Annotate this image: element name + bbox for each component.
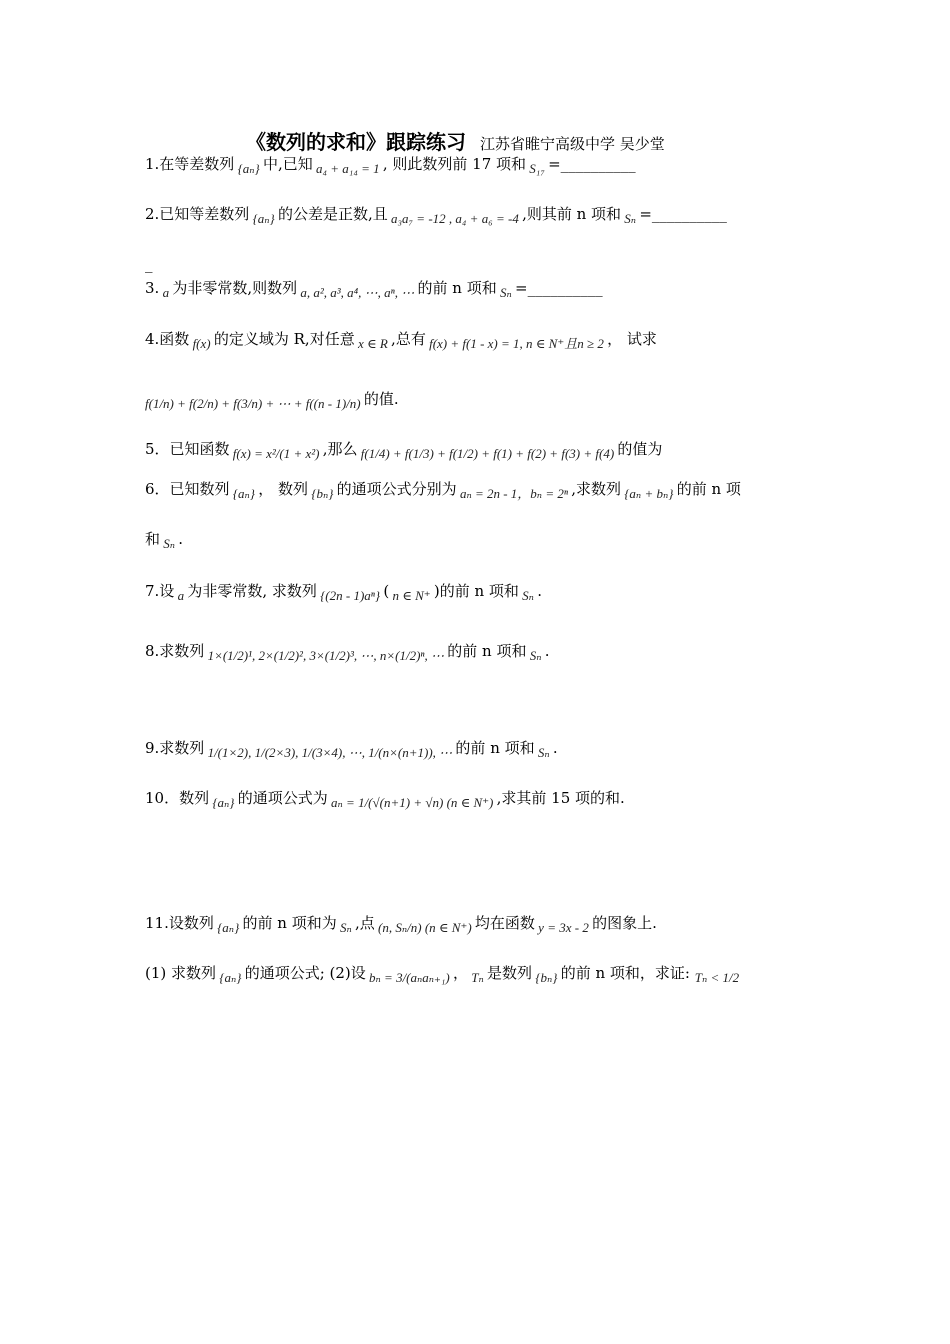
math-expression: 1×(1/2)¹, 2×(1/2)², 3×(1/2)³, ⋯, n×(1/2)ⁿ, ⋯ [204, 648, 448, 663]
problem-text: 的前 n 项和，求证: [560, 964, 695, 982]
problem-text: =__________ [639, 205, 727, 223]
problem-text: . [544, 642, 550, 660]
math-expression: aₙ = 2n - 1，bₙ = 2ⁿ [456, 486, 572, 501]
problem-text: 的定义域为 R,对任意 [213, 330, 355, 348]
math-expression: {(2n - 1)aⁿ} [316, 588, 384, 603]
math-expression: Sₙ [496, 285, 515, 300]
math-expression: {aₙ} [229, 486, 259, 501]
problem-6 [145, 478, 741, 505]
problem-text: (1) 求数列 [145, 964, 217, 982]
problem-text: ,则其前 n 项和 [522, 205, 622, 223]
math-expression: Sₙ [160, 536, 179, 551]
math-expression: Sₙ [621, 211, 640, 226]
problem-2 [145, 203, 727, 230]
math-expression: f(x) + f(1 - x) = 1, [425, 336, 527, 351]
math-expression: aₙ = 1/(√(n+1) + √n) (n ∈ N⁺) [327, 795, 497, 810]
math-expression: {aₙ} [216, 970, 245, 985]
problem-text: ， 数列 [258, 480, 308, 498]
problem-text: . [552, 739, 558, 757]
problem-text: 6．已知数列 [145, 480, 230, 498]
problem-text: 的值为 [617, 440, 663, 458]
math-expression: (n, Sₙ/n) (n ∈ N⁺) [374, 920, 475, 935]
problem-text: 的公差是正数,且 [277, 205, 388, 223]
math-expression: {aₙ} [249, 211, 278, 226]
problem-text: ,那么 [322, 440, 358, 458]
math-expression: {bₙ} [308, 486, 337, 501]
problem-text: 2.已知等差数列 [145, 205, 250, 223]
math-expression: Tₙ [468, 970, 488, 985]
problem-5 [145, 438, 662, 465]
problem-11 [145, 912, 657, 939]
math-expression: Sₙ [518, 588, 538, 603]
problem-text: 8.求数列 [145, 642, 205, 660]
problem-10 [145, 787, 625, 814]
problem-text: 的通项公式分别为 [336, 480, 457, 498]
math-expression: x ∈ R [354, 336, 392, 351]
problem-text: , 则此数列前 17 项和 [382, 155, 527, 173]
problem-text: 5．已知函数 [145, 440, 230, 458]
problem-text: 的通项公式; (2)设 [244, 964, 366, 982]
problem-text: 3. [145, 279, 160, 297]
problem-text: 的通项公式为 [237, 789, 328, 807]
math-expression: n ∈ N⁺且n ≥ 2 [526, 336, 608, 351]
problem-text: ,求其前 15 项的和. [496, 789, 625, 807]
math-expression: a [159, 285, 173, 300]
problem-1 [145, 153, 636, 180]
math-expression: Sₙ [526, 648, 545, 663]
problem-text: )的前 n 项和 [433, 582, 519, 600]
problem-9 [145, 737, 558, 764]
problem-4 [145, 328, 657, 355]
problem-text: =__________ [548, 155, 636, 173]
math-expression: Tₙ < 1/2 [694, 970, 740, 985]
problem-text: 7.设 [145, 582, 175, 600]
problem-text: 和 [145, 530, 161, 548]
problem-11-parts [145, 962, 739, 989]
problem-text: 10．数列 [145, 789, 210, 807]
math-expression: {aₙ} [234, 161, 263, 176]
problem-text: 的值. [363, 390, 399, 408]
problem-text: 均在函数 [474, 914, 535, 932]
problem-text: _ [145, 255, 153, 273]
problem-text: 9.求数列 [145, 739, 205, 757]
problem-text: 的图象上. [592, 914, 657, 932]
problem-text: 为非零常数,则数列 [172, 279, 298, 297]
math-expression: n ∈ N⁺ [389, 588, 434, 603]
problem-text: . [178, 530, 184, 548]
problem-text: ,点 [355, 914, 375, 932]
math-expression: bₙ = 3/(aₙaₙ₊₁) [365, 970, 454, 985]
document-title [246, 126, 665, 155]
problem-text: . [537, 582, 542, 600]
problem-text: 的前 n 项 [676, 480, 741, 498]
problem-text: 中,已知 [262, 155, 313, 173]
math-expression: y = 3x - 2 [534, 920, 593, 935]
math-expression: a [174, 588, 188, 603]
problem-text: 是数列 [487, 964, 533, 982]
problem-text: ,求数列 [571, 480, 621, 498]
math-expression: f(x) = x²/(1 + x²) [229, 446, 323, 461]
problem-2-wrap [145, 253, 153, 275]
math-expression: f(1/4) + f(1/3) + f(1/2) + f(1) + f(2) + f(3) + f(4) [357, 446, 618, 461]
problem-text: 的前 n 项和为 [242, 914, 337, 932]
problem-text: 4.函数 [145, 330, 190, 348]
problem-text: ( [383, 582, 390, 600]
math-expression: a, a², a³, a⁴, ⋯, aⁿ, ⋯ [297, 285, 418, 300]
math-expression: f(x) [189, 336, 214, 351]
problem-text: =__________ [515, 279, 603, 297]
problem-text: 的前 n 项和 [447, 642, 527, 660]
math-expression: {aₙ} [213, 920, 243, 935]
math-expression: f(1/n) + f(2/n) + f(3/n) + ⋯ + f((n - 1)/n) [145, 396, 364, 411]
problem-text: ， 试求 [607, 330, 657, 348]
problem-text: 1.在等差数列 [145, 155, 235, 173]
problem-7 [145, 580, 542, 607]
title-author: 江苏省睢宁高级中学 吴少堂 [480, 135, 665, 153]
problem-6-wrap [145, 528, 183, 555]
title-main: 《数列的求和》跟踪练习 [246, 130, 466, 154]
problem-8 [145, 640, 550, 667]
problem-text: 的前 n 项和 [417, 279, 497, 297]
math-expression: 1/(1×2), 1/(2×3), 1/(3×4), ⋯, 1/(n×(n+1)), ⋯ [204, 745, 456, 760]
math-expression: S₁₇ [526, 161, 549, 176]
problem-text: 的前 n 项和 [455, 739, 535, 757]
problem-text: ,总有 [391, 330, 426, 348]
math-expression: a₄ + a₁₄ = 1 [312, 161, 383, 176]
math-expression: {aₙ} [209, 795, 238, 810]
math-expression: {aₙ + bₙ} [620, 486, 677, 501]
math-expression: Sₙ [534, 745, 553, 760]
math-expression: Sₙ [336, 920, 356, 935]
problem-3 [145, 277, 603, 304]
math-expression: {bₙ} [532, 970, 561, 985]
problem-text: 11.设数列 [145, 914, 214, 932]
math-expression: a₃a₇ = -12 , a₄ + a₆ = -4 [387, 211, 523, 226]
problem-4-expression [145, 388, 399, 415]
problem-text: 为非零常数, 求数列 [187, 582, 317, 600]
problem-text: ， [453, 964, 469, 982]
